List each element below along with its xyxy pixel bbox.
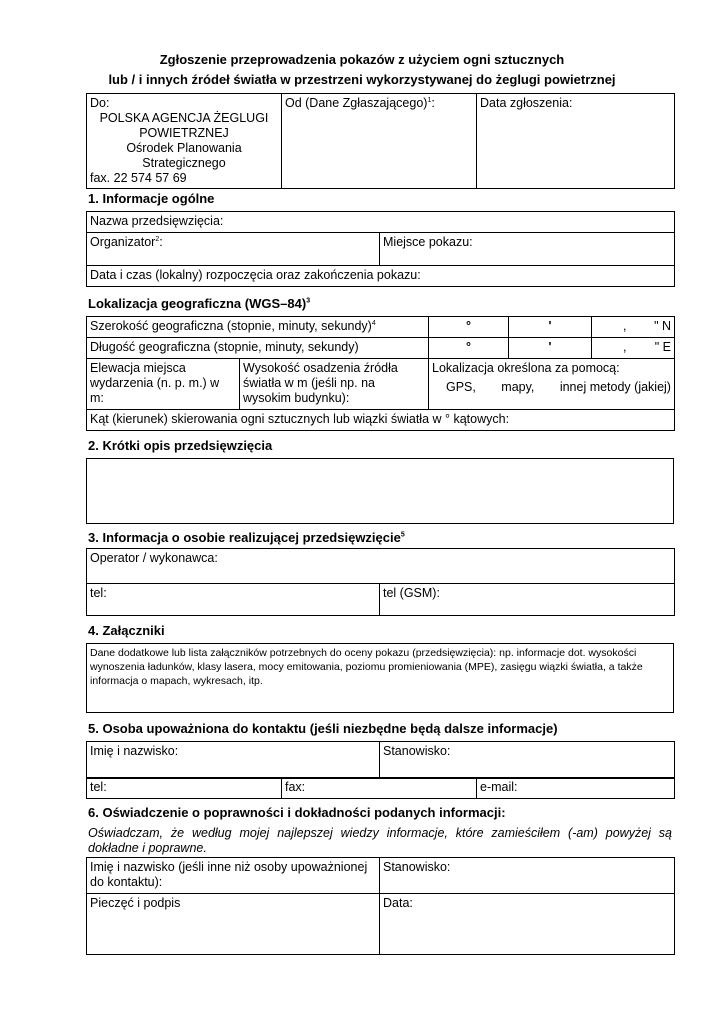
latitude-label: Szerokość geograficzna (stopnie, minuty, sekundy)	[90, 319, 372, 333]
declaration-date-label: Data:	[383, 896, 413, 910]
stamp-signature-field[interactable]	[87, 894, 380, 955]
contact-fax-label: fax:	[285, 780, 306, 794]
coordinates-table	[86, 316, 675, 359]
section6-heading: 6. Oświadczenie o poprawności i dokładności podanych informacji:	[88, 805, 506, 820]
elevation-table	[86, 358, 675, 431]
address-table	[86, 93, 675, 189]
declaration-statement: Oświadczam, że według mojej najlepszej wiedzy informacje, które zamieściłem (-am) powyżej są dokładne i poprawne.	[88, 826, 672, 855]
seconds-east: " E	[654, 340, 671, 354]
contact-tel-label: tel:	[90, 780, 107, 794]
longitude-minutes-field[interactable]	[509, 338, 592, 359]
operator-field[interactable]	[87, 549, 675, 584]
declarant-name-field[interactable]	[87, 858, 380, 894]
angle-label: Kąt (kierunek) skierowania ogni sztucznych lub wiązki światła w ° kątowych:	[90, 412, 510, 426]
elevation-label: Elewacja miejsca wydarzenia (n. p. m.) w m:	[90, 361, 220, 405]
longitude-label: Długość geograficzna (stopnie, minuty, sekundy)	[90, 340, 359, 354]
decimal-comma: ,	[623, 340, 627, 354]
location-label: Miejsce pokazu:	[383, 235, 473, 249]
footnote-4: 4	[371, 319, 376, 327]
geo-heading	[88, 296, 310, 311]
description-field[interactable]	[86, 458, 674, 524]
declaration-date-field[interactable]	[380, 894, 675, 955]
contact-details-table	[86, 777, 675, 799]
recipient-org-line2: POWIETRZNEJ	[139, 126, 229, 140]
datetime-field[interactable]	[87, 266, 675, 287]
longitude-label-cell	[87, 338, 429, 359]
declarant-position-label: Stanowisko:	[383, 860, 451, 874]
section2-heading: 2. Krótki opis przedsięwzięcia	[88, 438, 273, 453]
recipient-dept-line2: Strategicznego	[142, 156, 226, 170]
minute-symbol: '	[548, 340, 552, 354]
recipient-fax: fax. 22 574 57 69	[90, 171, 187, 185]
form-title-line2: lub / i innych źródeł światła w przestrzeni wykorzystywanej do żeglugi powietrznej	[108, 72, 616, 87]
operator-label: Operator / wykonawca:	[90, 551, 218, 565]
location-method-cell	[429, 359, 675, 410]
recipient-org-line1: POLSKA AGENCJA ŻEGLUGI	[99, 111, 269, 125]
footnote-3: 3	[306, 297, 311, 305]
section1-heading: 1. Informacje ogólne	[88, 191, 215, 206]
sender-field[interactable]	[282, 94, 477, 189]
declaration-table	[86, 857, 675, 955]
declarant-name-label: Imię i nazwisko (jeśli inne niż osoby upoważnionej do kontaktu):	[90, 860, 368, 889]
footnote-5: 5	[400, 531, 405, 539]
contact-email-field[interactable]	[477, 778, 675, 799]
degree-symbol: °	[466, 319, 471, 333]
form-title-line1: Zgłoszenie przeprowadzenia pokazów z użyciem ogni sztucznych	[159, 52, 565, 67]
contact-fax-field[interactable]	[282, 778, 477, 799]
contact-name-table	[86, 741, 675, 779]
elevation-field[interactable]	[87, 359, 240, 410]
to-label: Do:	[90, 96, 110, 110]
contact-position-label: Stanowisko:	[383, 744, 451, 758]
location-field[interactable]	[380, 233, 675, 266]
geo-heading-text: Lokalizacja geograficzna (WGS–84)	[88, 296, 307, 311]
organizer-label: Organizator	[90, 235, 156, 249]
method-maps-option[interactable]: mapy,	[501, 380, 535, 394]
decimal-comma: ,	[623, 319, 627, 333]
longitude-seconds-field[interactable]	[592, 338, 675, 359]
contact-email-label: e-mail:	[480, 780, 518, 794]
organizer-field[interactable]	[87, 233, 380, 266]
operator-tel-field[interactable]	[87, 584, 380, 616]
location-method-label: Lokalizacja określona za pomocą:	[432, 361, 620, 375]
minute-symbol: '	[548, 319, 552, 333]
general-info-table	[86, 211, 675, 287]
latitude-seconds-field[interactable]	[592, 317, 675, 338]
section5-heading: 5. Osoba upoważniona do kontaktu (jeśli niezbędne będą dalsze informacje)	[88, 721, 558, 736]
degree-symbol: °	[466, 340, 471, 354]
latitude-degrees-field[interactable]	[429, 317, 509, 338]
sender-label: Od (Dane Zgłaszającego)	[285, 96, 428, 110]
latitude-label-cell	[87, 317, 429, 338]
event-name-label: Nazwa przedsięwzięcia:	[90, 214, 224, 228]
seconds-north: " N	[654, 319, 671, 333]
method-other-option[interactable]: innej metody (jakiej)	[559, 380, 671, 394]
operator-gsm-field[interactable]	[380, 584, 675, 616]
recipient-cell	[87, 94, 282, 189]
recipient-dept-line1: Ośrodek Planowania	[126, 141, 242, 155]
contact-tel-field[interactable]	[87, 778, 282, 799]
longitude-degrees-field[interactable]	[429, 338, 509, 359]
footnote-1: 1	[427, 96, 432, 104]
contact-name-field[interactable]	[87, 742, 380, 779]
source-height-field[interactable]	[240, 359, 429, 410]
operator-table	[86, 548, 675, 616]
method-gps-option[interactable]: GPS,	[446, 380, 476, 394]
event-name-field[interactable]	[87, 212, 675, 233]
contact-name-label: Imię i nazwisko:	[90, 744, 179, 758]
operator-gsm-label: tel (GSM):	[383, 586, 440, 600]
stamp-signature-label: Pieczęć i podpis	[90, 896, 181, 910]
attachments-text: Dane dodatkowe lub lista załączników potrzebnych do oceny pokazu (przedsięwzięcia): np. informacje dot. wysokości wynoszenia ładunków, klasy lasera, mocy emitowania, poziomu promieniowania (MPE), zasięgu wiązki światła, a także informacja o mapach, wykresach, itp.	[90, 647, 643, 687]
declarant-position-field[interactable]	[380, 858, 675, 894]
footnote-2: 2	[155, 235, 160, 243]
source-height-label: Wysokość osadzenia źródła światła w m (jeśli np. na wysokim budynku):	[243, 361, 398, 405]
submission-date-label: Data zgłoszenia:	[480, 96, 573, 110]
section3-heading	[88, 530, 405, 545]
section4-heading: 4. Załączniki	[88, 623, 165, 638]
submission-date-field[interactable]	[477, 94, 675, 189]
operator-tel-label: tel:	[90, 586, 107, 600]
organizer-colon: :	[159, 235, 163, 249]
section3-heading-text: 3. Informacja o osobie realizującej przedsięwzięcie	[88, 530, 401, 545]
angle-field[interactable]	[87, 410, 675, 431]
attachments-field[interactable]	[86, 643, 674, 713]
sender-colon: :	[431, 96, 435, 110]
datetime-label: Data i czas (lokalny) rozpoczęcia oraz zakończenia pokazu:	[90, 268, 421, 282]
latitude-minutes-field[interactable]	[509, 317, 592, 338]
contact-position-field[interactable]	[380, 742, 675, 779]
